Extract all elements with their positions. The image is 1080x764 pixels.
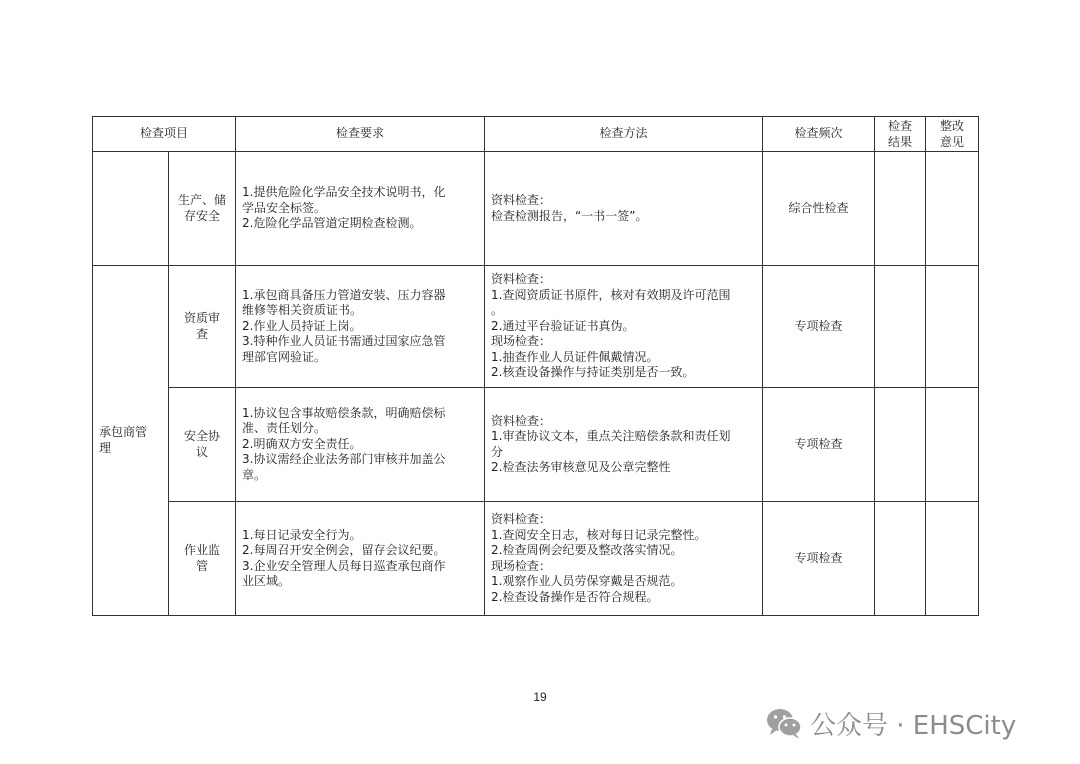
header-rectify: 整改 意见 <box>926 117 979 152</box>
watermark <box>764 703 1064 743</box>
frequency-cell: 专项检查 <box>763 388 875 502</box>
requirement-cell: 1.承包商具备压力管道安装、压力容器 维修等相关资质证书。 2.作业人员持证上岗。 3.特种作业人员证书需通过国家应急管 理部官网验证。 <box>236 266 485 388</box>
header-result: 检查 结果 <box>875 117 926 152</box>
result-cell <box>875 152 926 266</box>
header-row <box>93 117 979 152</box>
sub-item-cell: 作业监 管 <box>169 502 236 616</box>
requirement-cell: 1.每日记录安全行为。 2.每周召开安全例会，留存会议纪要。 3.企业安全管理人员每日巡查承包商作 业区域。 <box>236 502 485 616</box>
inspection-table <box>92 116 979 616</box>
header-item: 检查项目 <box>93 117 236 152</box>
header-requirement: 检查要求 <box>236 117 485 152</box>
requirement-cell: 1.提供危险化学品安全技术说明书，化 学品安全标签。 2.危险化学品管道定期检查检测。 <box>236 152 485 266</box>
method-cell: 资料检查： 1.审查协议文本，重点关注赔偿条款和责任划 分 2.检查法务审核意见及公章完整性 <box>485 388 763 502</box>
watermark-text: 公众号 · EHSCity <box>810 710 1017 741</box>
requirement-cell: 1.协议包含事故赔偿条款，明确赔偿标 准、责任划分。 2.明确双方安全责任。 3.协议需经企业法务部门审核并加盖公 章。 <box>236 388 485 502</box>
rectify-cell <box>926 502 979 616</box>
table-row <box>93 266 979 388</box>
rectify-cell <box>926 152 979 266</box>
rectify-cell <box>926 266 979 388</box>
rectify-cell <box>926 388 979 502</box>
table-row <box>93 388 979 502</box>
group-cell-empty <box>93 152 169 266</box>
result-cell <box>875 266 926 388</box>
sub-item-cell: 资质审 查 <box>169 266 236 388</box>
header-frequency: 检查频次 <box>763 117 875 152</box>
table-row <box>93 152 979 266</box>
table-row <box>93 502 979 616</box>
result-cell <box>875 502 926 616</box>
header-method: 检查方法 <box>485 117 763 152</box>
sub-item-cell: 生产、储 存安全 <box>169 152 236 266</box>
method-cell: 资料检查： 1.查阅资质证书原件，核对有效期及许可范围 。 2.通过平台验证证书真伪。 现场检查： 1.抽查作业人员证件佩戴情况。 2.核查设备操作与持证类别是否一致。 <box>485 266 763 388</box>
group-cell: 承包商管 理 <box>93 266 169 616</box>
method-cell: 资料检查： 1.查阅安全日志，核对每日记录完整性。 2.检查周例会纪要及整改落实情况。 现场检查： 1.观察作业人员劳保穿戴是否规范。 2.检查设备操作是否符合规程。 <box>485 502 763 616</box>
result-cell <box>875 388 926 502</box>
method-cell: 资料检查： 检查检测报告，“一书一签”。 <box>485 152 763 266</box>
page-number: 19 <box>533 690 547 704</box>
frequency-cell: 专项检查 <box>763 502 875 616</box>
frequency-cell: 专项检查 <box>763 266 875 388</box>
wechat-icon <box>764 705 804 741</box>
sub-item-cell: 安全协 议 <box>169 388 236 502</box>
frequency-cell: 综合性检查 <box>763 152 875 266</box>
